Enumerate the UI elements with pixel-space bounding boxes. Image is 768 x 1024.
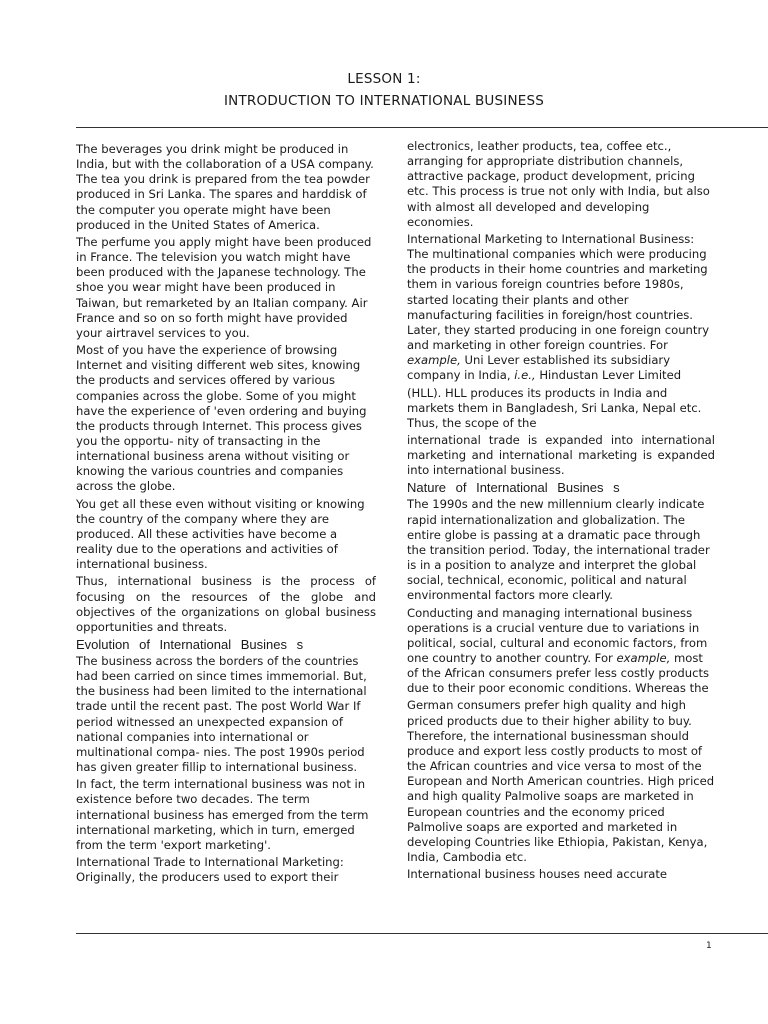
paragraph: You get all these even without visiting or knowing the country of the company where they are produced. All these activities have become a reality due to the operations and activities of international business. [76, 496, 365, 572]
paragraph: The beverages you drink might be produced in India, but with the collaboration of a USA company. The tea you drink is prepared from the tea powder produced in Sri Lanka. The spares and harddisk of the computer you operate might have been produced in the United States of America. [76, 142, 374, 232]
lesson-number: LESSON 1: [347, 71, 421, 87]
paragraph: International Trade to International Marketing: Originally, the producers used to export their [76, 855, 344, 885]
section-heading: Nature of International Busines s [407, 480, 620, 496]
paragraph: In fact, the term international business was not in existence before two decades. The term international business has emerged from the term international marketing, which in turn, emerged from the term 'export marketing'. [76, 777, 369, 852]
paragraph-text: Hindustan Lever Limited [539, 368, 682, 383]
lesson-title: INTRODUCTION TO INTERNATIONAL BUSINESS [223, 93, 545, 109]
paragraph [407, 606, 715, 697]
paragraph: (HLL). HLL produces its products in India and markets them in Bangladesh, Sri Lanka, Nepal etc. Thus, the scope of the [407, 385, 702, 430]
paragraph: Thus, international business is the process of focusing on the resources of the globe and objectives of the organizations on global business opportunities and threats. [76, 574, 376, 634]
paragraph: German consumers prefer high quality and high priced products due to their higher ability to buy. Therefore, the international businessman should produce and export less costly products to most of the African countries and vice versa to most of the European and North American countries. High priced and high quality Palmolive soaps are marketed in European countries and the economy priced Palmolive soaps are exported and marketed in developing Countries like Ethiopia, Pakistan, Kenya, India, Cambodia etc. [407, 698, 715, 865]
paragraph: The business across the borders of the countries had been carried on since times immemorial. But, the business had been limited to the international trade until the recent past. The post World War If period witnessed an unexpected expansion of national companies into international or multinational compa- nies. The post 1990s period has given greater fillip to international business. [76, 654, 367, 775]
left-column [76, 142, 376, 918]
paragraph: Most of you have the experience of browsing Internet and visiting different web sites, knowing the products and services offered by various companies across the globe. Some of you might have the experience of 'even ordering and buying the products through Internet. This process gives you the opportu- nity of transacting in the international business arena without visiting or knowing the various countries and companies across the globe. [76, 343, 367, 494]
paragraph: electronics, leather products, tea, coffee etc., arranging for appropriate distribution channels, attractive package, product development, pricing etc. This process is true not only with India, but also with almost all developed and developing economies. [407, 139, 710, 229]
paragraph: International business houses need accurate [407, 867, 667, 882]
top-divider [76, 127, 768, 128]
paragraph-text: International Marketing to International Business: The multinational companies which were producing the products in their home countries and marketing them in various foreign countries before 1980s, started locating their plants and other manufacturing facilities in foreign/host countries. Later, they started producing in one foreign country and marketing in other foreign countries. For [407, 231, 710, 353]
emphasis: example, [616, 651, 671, 665]
paragraph-text: Conducting and managing international business operations is a crucial venture due to variations in political, social, cultural and economic factors, from one country to another country. For [407, 605, 708, 665]
right-column [407, 139, 715, 918]
emphasis: example, [407, 353, 461, 368]
page-header [0, 68, 768, 112]
page-number: 1 [706, 941, 712, 951]
emphasis: i.e., [514, 368, 536, 383]
paragraph: international trade is expanded into international marketing and international marketing is expanded into international business. [407, 432, 715, 478]
bottom-divider [76, 933, 768, 934]
paragraph [407, 232, 715, 384]
section-heading: Evolution of International Busines s [76, 637, 304, 652]
paragraph-text: most of the African consumers prefer less costly products due to their poor economic conditions. Whereas the [407, 651, 710, 696]
paragraph: The 1990s and the new millennium clearly indicate rapid internationalization and globalization. The entire globe is passing at a dramatic pace through the transition period. Today, the international trader is in a position to analyze and interpret the global social, technical, economic, political and natural environmental factors more clearly. [407, 497, 710, 603]
paragraph-text: Uni Lever established its subsidiary company in India, [407, 353, 671, 383]
paragraph: The perfume you apply might have been produced in France. The television you watch might have been produced with the Japanese technology. The shoe you wear might have been produced in Taiwan, but remarketed by an Italian company. Air France and so on so forth might have provided your airtravel services to you. [76, 234, 372, 340]
